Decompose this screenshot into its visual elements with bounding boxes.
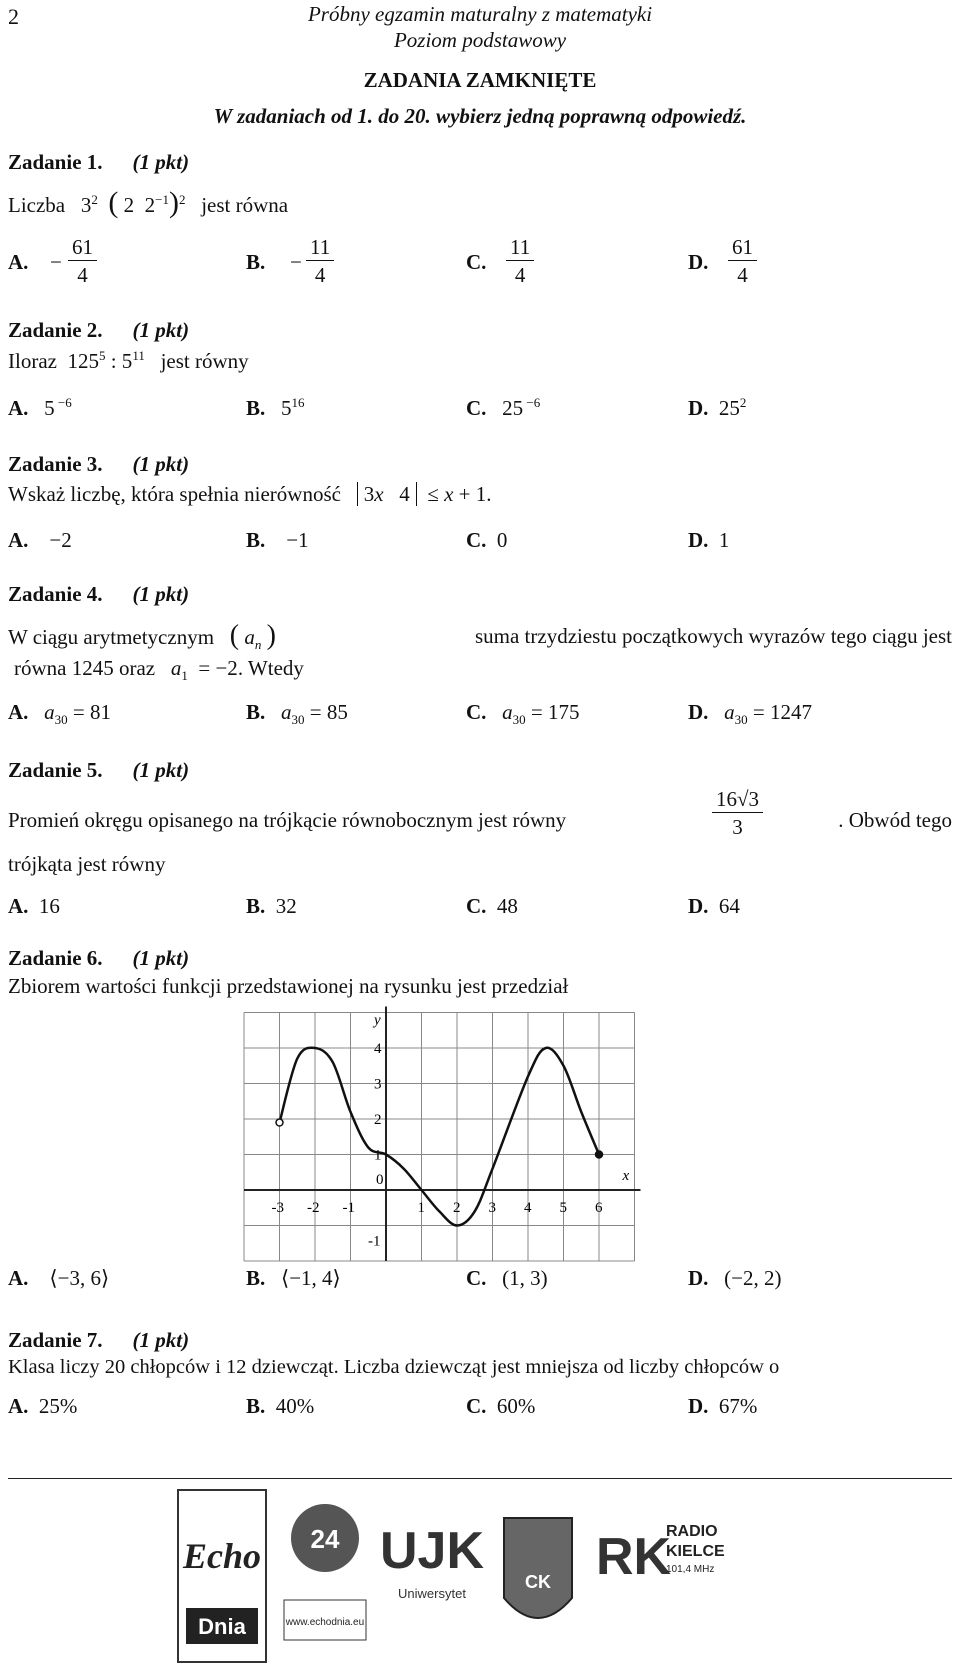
task1-option-b-label[interactable]: B. — [246, 250, 266, 274]
section-title: ZADANIA ZAMKNIĘTE — [363, 68, 597, 92]
task2-heading: Zadanie 2. (1 pkt) — [8, 318, 190, 342]
ujk-logo — [379, 1488, 485, 1664]
task7-option-a[interactable]: A. 25% — [8, 1394, 78, 1418]
task1-option-c[interactable]: $\frac{11}{4}$ — [506, 234, 534, 289]
task7-option-c[interactable]: C. 60% — [466, 1394, 536, 1418]
task1-expression: $3^2$ ( 2 $2^{-1})^2$ — [80, 186, 186, 219]
svg-text:Uniwersytet: Uniwersytet — [398, 1586, 466, 1601]
page-number: 2 — [8, 4, 19, 29]
x-tick-label: 5 — [559, 1200, 567, 1216]
task1-option-a[interactable]: $\frac{61}{4}$ — [68, 234, 97, 289]
task5-option-a[interactable]: A. 16 — [8, 894, 60, 918]
task1-option-d-label[interactable]: D. — [688, 250, 709, 274]
task3-option-c[interactable]: C. 0 — [466, 528, 508, 552]
task6-option-b[interactable]: B. ⟨−1, 4⟩ — [246, 1266, 341, 1290]
task2-option-a[interactable]: A. 5 $^{-6}$ — [8, 395, 72, 420]
x-tick-label: -3 — [271, 1200, 284, 1216]
task5-option-c[interactable]: C. 48 — [466, 894, 518, 918]
task5-option-d[interactable]: D. 64 — [688, 894, 740, 918]
svg-text:101,4 MHz: 101,4 MHz — [666, 1564, 715, 1575]
y-tick-label: -1 — [368, 1233, 381, 1250]
task5-question: Promień okręgu opisanego na trójkącie równobocznym jest równy — [8, 808, 567, 832]
right-endpoint — [596, 1151, 603, 1158]
task6-question: Zbiorem wartości funkcji przedstawionej na rysunku jest przedział — [8, 974, 569, 998]
task5-option-b[interactable]: B. 32 — [246, 894, 297, 918]
task1-heading: Zadanie 1. (1 pkt) — [8, 150, 190, 174]
task3-option-d[interactable]: D. 1 — [688, 528, 730, 552]
task5-heading: Zadanie 5. (1 pkt) — [8, 758, 190, 782]
task5-question-suffix: . Obwód tego — [838, 808, 952, 832]
task1-option-d[interactable]: $\frac{61}{4}$ — [728, 234, 757, 289]
task3-question: Wskaż liczbę, która spełnia nierówność 3x 4 ≤ x + 1. — [8, 482, 492, 506]
x-tick-label: 6 — [595, 1200, 603, 1216]
svg-text:www.echodnia.eu: www.echodnia.eu — [285, 1617, 365, 1628]
task2-option-d[interactable]: D. $25^2$ — [688, 395, 747, 420]
task6-option-c[interactable]: C. (1, 3) — [466, 1266, 548, 1290]
x-tick-label: -2 — [307, 1200, 320, 1216]
svg-text:UJK: UJK — [379, 1522, 485, 1580]
task7-option-b[interactable]: B. 40% — [246, 1394, 315, 1418]
task1-option-a-label[interactable]: A. — [8, 250, 29, 274]
task3-option-a[interactable]: A. −2 — [8, 528, 72, 552]
svg-text:24: 24 — [310, 1524, 340, 1554]
task7-option-d[interactable]: D. 67% — [688, 1394, 758, 1418]
task4-option-a[interactable]: A. $a_{30} = 81$ — [8, 700, 112, 728]
exam-level: Poziom podstawowy — [393, 28, 567, 52]
task2-option-c[interactable]: C. 25 $^{-6}$ — [466, 395, 541, 420]
task4-question-line2: równa 1245 oraz $a_1 = -2$. Wtedy — [14, 656, 304, 684]
task5-question-line2: trójkąta jest równy — [8, 852, 166, 876]
echodnia-24h-logo — [282, 1488, 368, 1664]
radio-kielce-logo — [592, 1488, 725, 1664]
exam-title: Próbny egzamin maturalny z matematyki — [307, 2, 653, 26]
ck-logo — [498, 1488, 578, 1664]
x-tick-label: 0 — [376, 1172, 384, 1188]
svg-text:CK: CK — [525, 1572, 551, 1592]
footer-rule — [8, 1478, 952, 1479]
task4-question-line1: W ciągu arytmetycznym ( $a_n$ ) suma trzydziestu początkowych wyrazów tego ciągu jest — [8, 620, 952, 653]
task6-option-a[interactable]: A. ⟨−3, 6⟩ — [8, 1266, 110, 1290]
svg-text:Dnia: Dnia — [198, 1614, 246, 1639]
x-tick-label: 3 — [488, 1200, 496, 1216]
svg-text:RADIO: RADIO — [666, 1523, 718, 1540]
task1-option-c-label[interactable]: C. — [466, 250, 487, 274]
task6-option-d[interactable]: D. (−2, 2) — [688, 1266, 782, 1290]
task3-option-b[interactable]: B. −1 — [246, 528, 309, 552]
x-axis-label: x — [622, 1168, 630, 1184]
task7-question: Klasa liczy 20 chłopców i 12 dziewcząt. Liczba dziewcząt jest mniejsza od liczby chłopców o — [8, 1356, 780, 1378]
task7-heading: Zadanie 7. (1 pkt) — [8, 1328, 190, 1352]
svg-text:KIELCE: KIELCE — [666, 1543, 725, 1560]
y-tick-label: 2 — [374, 1112, 382, 1128]
task4-heading: Zadanie 4. (1 pkt) — [8, 582, 190, 606]
y-tick-label: 3 — [374, 1076, 382, 1093]
x-tick-label: 2 — [453, 1200, 461, 1216]
x-tick-label: -1 — [342, 1200, 355, 1216]
y-tick-label: 1 — [374, 1147, 382, 1164]
task2-question: Iloraz $125^5$ : $5^{11}$ jest równy — [8, 348, 249, 373]
svg-text:RK: RK — [596, 1528, 672, 1586]
task2-option-b[interactable]: B. $5^{16}$ — [246, 395, 305, 420]
x-tick-label: 1 — [417, 1200, 425, 1216]
instruction: W zadaniach od 1. do 20. wybierz jedną poprawną odpowiedź. — [213, 104, 747, 128]
task5-fraction: $\frac{16√3}{3}$ — [712, 786, 763, 841]
left-endpoint — [276, 1119, 283, 1126]
x-tick-label: 4 — [524, 1200, 532, 1216]
task4-option-d[interactable]: D. $a_{30} = 1247$ — [688, 700, 813, 728]
y-tick-label: 4 — [374, 1041, 382, 1057]
function-graph — [270, 1000, 690, 1280]
echo-dnia-logo — [176, 1488, 268, 1664]
task1-option-b[interactable]: $\frac{11}{4}$ — [306, 234, 334, 289]
y-axis-label: y — [374, 1012, 381, 1029]
function-curve — [280, 1048, 600, 1226]
task6-heading: Zadanie 6. (1 pkt) — [8, 946, 190, 970]
task4-option-c[interactable]: C. $a_{30} = 175$ — [466, 700, 580, 728]
task4-option-b[interactable]: B. $a_{30} = 85$ — [246, 700, 348, 728]
svg-text:Echo: Echo — [182, 1536, 262, 1576]
task3-heading: Zadanie 3. (1 pkt) — [8, 452, 190, 476]
task1-question: Liczba $3^2$ ( 2 $2^{-1})^2$ jest równa — [8, 186, 289, 219]
